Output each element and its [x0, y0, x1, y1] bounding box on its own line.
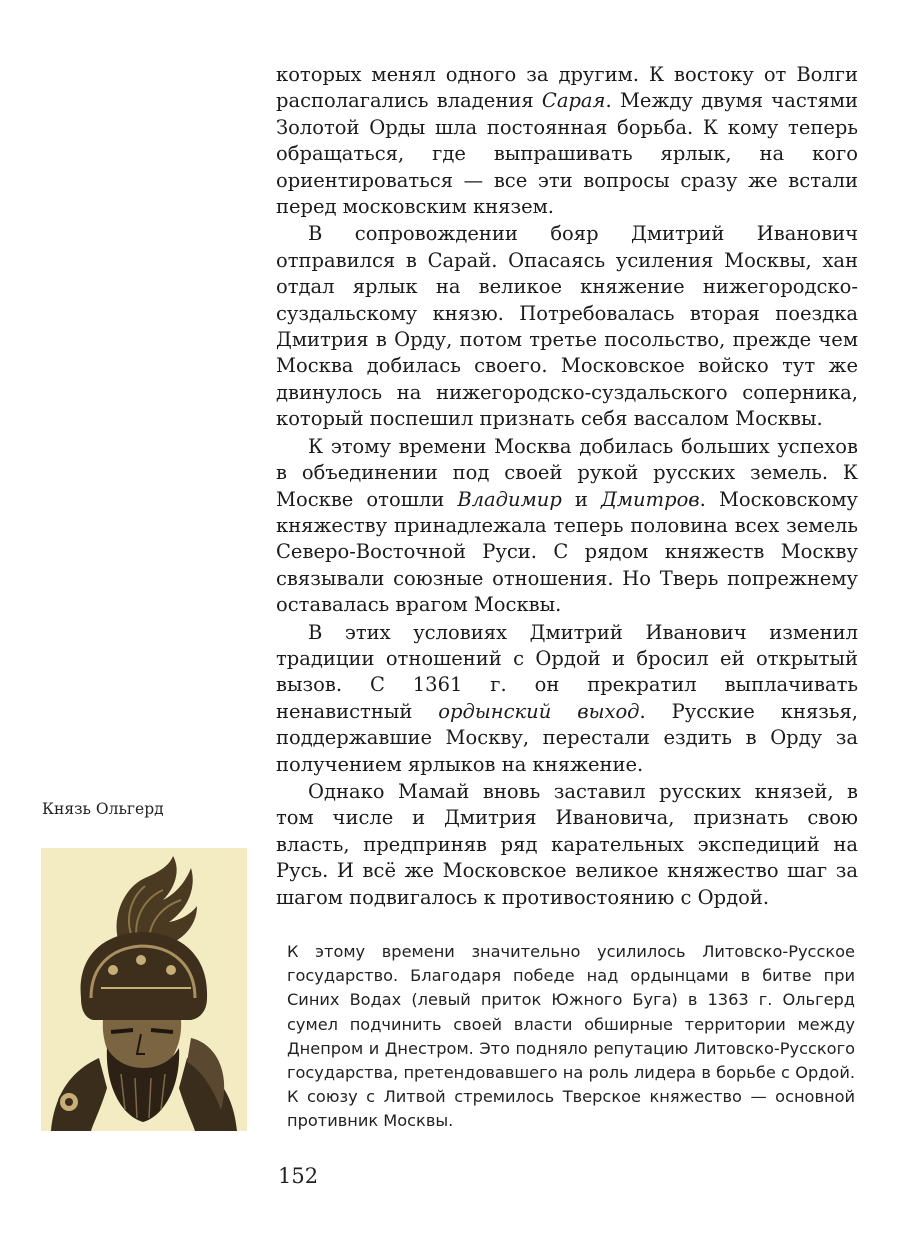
prince-portrait-engraving — [41, 848, 247, 1131]
main-text — [276, 62, 858, 911]
text-run: . Русские князья, поддержавшие Москву, перестали ездить в Орду за получением ярлыков на княжение. — [276, 699, 858, 776]
italic-term: ордынский выход — [438, 699, 640, 723]
paragraph-4 — [276, 620, 858, 778]
text-run: . Московскому княжеству принадлежала теперь половина всех земель Северо-Восточной Руси. С рядом княжеств Москву связывали союзные отношения. Но Тверь попрежнему оставалась врагом Москвы. — [276, 487, 858, 617]
italic-term: Дмитров — [601, 487, 700, 511]
text-run: которых менял одного за другим. К востоку от Волги располагались владения — [276, 63, 858, 113]
text-run: В этих условиях Дмитрий Иванович изменил традиции отношений с Ордой и бросил ей открытый вызов. С 1361 г. он прекратил выплачивать ненавистный — [276, 620, 858, 723]
portrait-caption: Князь Ольгерд — [42, 800, 164, 818]
italic-term: Сарая — [541, 89, 606, 113]
text-run: и — [561, 487, 602, 511]
side-note: К этому времени значительно усилилось Литовско-Русское государство. Благодаря победе над ордынцами в битве при Синих Водах (левый приток Южного Буга) в 1363 г. Ольгерд сумел подчинить своей власти обширные территории между Днепром и Днестром. Это подняло репутацию Литовско-Русского государства, претендовавшего на роль лидера в борьбе с Ордой. К союзу с Литвой стремилось Тверское княжество — основной противник Москвы. — [287, 942, 855, 1131]
text-run: К этому времени Москва добилась больших успехов в объединении под своей рукой русских земель. К Москве отошли — [276, 434, 858, 511]
paragraph-3 — [276, 434, 858, 619]
paragraph-5: Однако Мамай вновь заставил русских князей, в том числе и Дмитрия Ивановича, признать свою власть, предприняв ряд карательных экспедиций на Русь. И всё же Московское великое княжество шаг за шагом подвигалось к противостоянию с Ордой. — [276, 779, 858, 909]
italic-term: Владимир — [457, 487, 562, 511]
paragraph-2: В сопровождении бояр Дмитрий Иванович отправился в Сарай. Опасаясь усиления Москвы, хан отдал ярлык на великое княжение нижегородско-суздальскому князю. Потребовалась вторая поездка Дмитрия в Орду, потом третье посольство, прежде чем Москва добилась своего. Московское войско тут же двинулось на нижегородско-суздальского соперника, который поспешил признать себя вассалом Москвы. — [276, 222, 858, 431]
paragraph-1 — [276, 62, 858, 220]
page-number: 152 — [278, 1164, 319, 1188]
text-run: . Между двумя частями Золотой Орды шла постоянная борьба. К кому теперь обращаться, где выпрашивать ярлык, на кого ориентироваться — все эти вопросы сразу же встали перед московским князем. — [276, 89, 859, 219]
portrait-image — [41, 848, 247, 1131]
